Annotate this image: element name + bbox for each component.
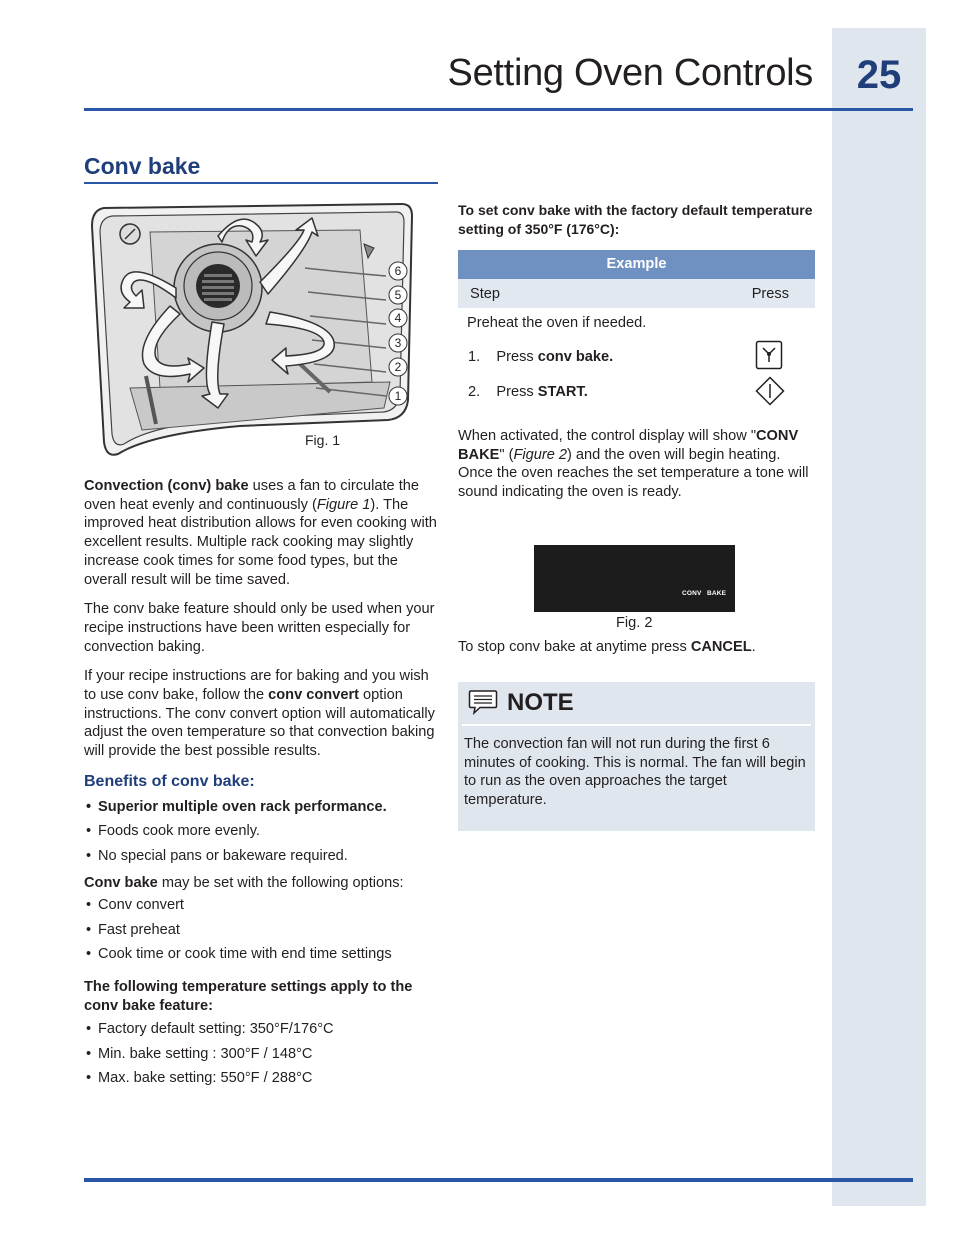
note-box: [458, 682, 815, 831]
intro-bold-term: Convection (conv) bake: [84, 478, 249, 494]
step-key: conv bake.: [537, 349, 614, 365]
intro-paragraph: [84, 477, 440, 589]
page-title: Setting Oven Controls: [447, 52, 813, 94]
rack-label: 3: [394, 336, 402, 350]
convert-text-b: option instructions. The conv convert option will automatically adjust the oven temperature so that convection baking will provide the best possible results.: [84, 687, 435, 760]
temps-heading: The following temperature settings apply to the conv bake feature:: [84, 978, 413, 1014]
step-number: 1.: [468, 349, 481, 365]
activation-text-a: When activated, the control display will show ": [458, 428, 757, 444]
column-step: Step: [470, 285, 501, 302]
activation-text-c: ) and the oven will begin heating. Once the oven reaches the set temperature a tone will sound indicating the oven is ready.: [458, 446, 809, 501]
rack-label: 2: [394, 360, 402, 374]
display-word-conv: CONV: [682, 590, 702, 597]
list-item: • Factory default setting: 350°F/176°C: [84, 1020, 440, 1039]
rack-label: 4: [394, 311, 402, 325]
options-text: may be set with the following options:: [157, 874, 404, 891]
list-item: • Fast preheat: [84, 921, 440, 940]
options-paragraph: [84, 874, 440, 893]
footer-rule: [84, 1178, 913, 1182]
list-item: • Max. bake setting: 550°F / 288°C: [84, 1069, 440, 1088]
activation-paragraph: [458, 427, 814, 502]
figure2-reference: Figure 2: [513, 446, 568, 463]
display-word-bake: BAKE: [707, 590, 727, 597]
list-item: • Conv convert: [84, 896, 440, 915]
list-item: • Foods cook more evenly.: [84, 822, 440, 841]
start-key-icon: [755, 376, 785, 406]
benefits-heading: Benefits of conv bake:: [84, 772, 255, 790]
example-table: [458, 250, 815, 410]
page-number: 25: [856, 53, 902, 97]
usage-paragraph: The conv bake feature should only be used when your recipe instructions have been written especially for convection baking.: [84, 601, 435, 655]
preheat-row: Preheat the oven if needed.: [467, 315, 647, 331]
cancel-key-term: CANCEL: [690, 639, 752, 655]
header-rule: [84, 108, 913, 111]
note-icon: [468, 689, 498, 715]
step-row: [468, 384, 588, 400]
conv-bake-key-icon: [755, 340, 783, 370]
figure2-caption: Fig. 2: [616, 615, 653, 631]
options-list: [84, 896, 440, 964]
figure1-caption: Fig. 1: [305, 432, 341, 448]
rack-label: 5: [394, 288, 402, 302]
page-sidebar-band: [832, 28, 926, 1206]
left-column: [84, 477, 440, 1096]
options-bold-term: Conv bake: [84, 874, 158, 891]
list-item: • Min. bake setting : 300°F / 148°C: [84, 1045, 440, 1064]
temps-list: [84, 1020, 440, 1088]
list-item: • Cook time or cook time with end time settings: [84, 945, 440, 964]
convert-bold-term: conv convert: [268, 687, 359, 704]
figure1-reference: Figure 1: [316, 496, 371, 513]
stop-end: .: [751, 639, 756, 655]
step-number: 2.: [468, 384, 481, 400]
step-row: [468, 349, 613, 365]
list-item: • No special pans or bakeware required.: [84, 847, 440, 866]
intro-text-a: uses a fan to circulate the oven heat evenly and continuously (: [84, 478, 419, 513]
oven-convection-illustration: [90, 202, 415, 460]
rack-label: 6: [394, 264, 402, 278]
benefits-list: [84, 798, 440, 866]
step-key: START.: [537, 384, 588, 400]
stop-text: To stop conv bake at anytime press: [458, 639, 691, 655]
convert-paragraph: [84, 667, 440, 761]
section-rule: [84, 182, 438, 184]
note-title: NOTE: [507, 689, 574, 716]
convert-text-a: If your recipe instructions are for baking and you wish to use conv bake, follow the: [84, 668, 429, 704]
stop-instruction: [458, 639, 756, 655]
column-press: Press: [751, 285, 789, 302]
note-text: The convection fan will not run during the first 6 minutes of cooking. This is normal. The fan will begin to run as the oven approaches the target temperature.: [464, 736, 806, 809]
activation-text-b: " (: [499, 446, 514, 463]
activation-display-term: CONV BAKE: [458, 428, 799, 463]
step-text: Press: [496, 349, 538, 365]
control-display-screen: [534, 545, 735, 612]
rack-label: 1: [394, 389, 402, 403]
instruction-intro: To set conv bake with the factory default temperature setting of 350°F (176°C):: [458, 202, 813, 237]
note-divider: [462, 724, 811, 726]
step-text: Press: [496, 384, 538, 400]
example-column-headers: [458, 279, 815, 308]
list-item: • Superior multiple oven rack performance.: [84, 798, 440, 817]
example-header: Example: [458, 250, 815, 279]
section-title: Conv bake: [84, 153, 201, 179]
intro-text-b: ). The improved heat distribution allows for even cooking with excellent results. Multiple rack cooking may slightly increase cook times for some food types, but the overall result will be time saved.: [84, 496, 437, 588]
